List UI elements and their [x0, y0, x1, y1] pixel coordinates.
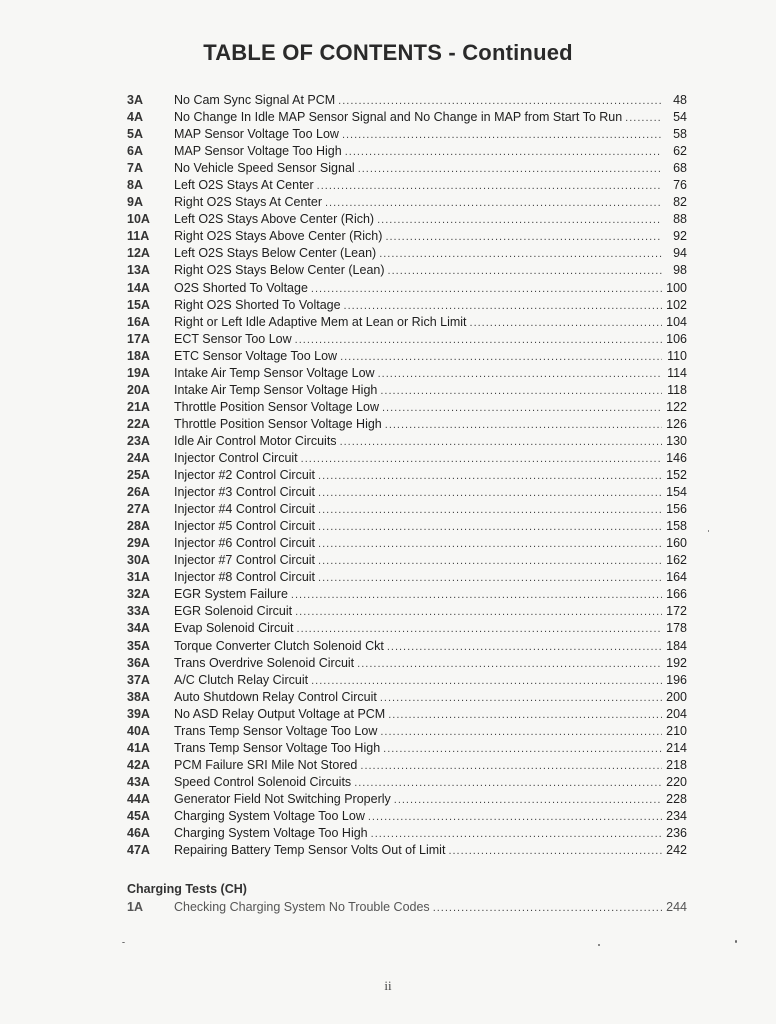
- entry-code: 36A: [127, 655, 150, 670]
- entry-code: 47A: [127, 843, 150, 858]
- dot-leader: [378, 366, 662, 383]
- dot-leader: [297, 621, 662, 638]
- entry-page: 156: [666, 502, 687, 517]
- toc-entry: [127, 774, 687, 791]
- dot-leader: [380, 383, 662, 400]
- dot-leader: [338, 93, 662, 110]
- dot-leader: [360, 758, 662, 775]
- dot-leader: [388, 263, 662, 280]
- entry-page: 94: [673, 246, 687, 261]
- entry-title: No ASD Relay Output Voltage at PCM: [174, 706, 386, 721]
- dot-leader: [318, 536, 662, 553]
- entry-page: 220: [666, 774, 687, 789]
- dot-leader: [358, 161, 662, 178]
- toc-entry: [127, 109, 687, 126]
- entry-page: 82: [673, 195, 687, 210]
- dot-leader: [379, 246, 662, 263]
- dot-leader: [318, 468, 662, 485]
- dot-leader: [625, 110, 662, 127]
- entry-code: 46A: [127, 826, 150, 841]
- entry-code: 44A: [127, 791, 150, 806]
- page-number: ii: [384, 978, 392, 993]
- toc-list: [127, 92, 687, 859]
- charging-tests-list: [127, 899, 687, 916]
- dot-leader: [301, 451, 662, 468]
- entry-code: 39A: [127, 706, 150, 721]
- dot-leader: [387, 639, 662, 656]
- toc-entry: [127, 808, 687, 825]
- toc-entry: [127, 160, 687, 177]
- toc-entry: [127, 689, 687, 706]
- toc-entry: [127, 706, 687, 723]
- entry-title: MAP Sensor Voltage Too Low: [174, 127, 339, 142]
- entry-title: MAP Sensor Voltage Too High: [174, 144, 342, 159]
- entry-code: 12A: [127, 246, 150, 261]
- entry-page: 146: [666, 450, 687, 465]
- entry-code: 9A: [127, 195, 143, 210]
- entry-title: No Change In Idle MAP Sensor Signal and No Change in MAP from Start To Run: [174, 110, 623, 125]
- entry-title: Charging System Voltage Too Low: [174, 808, 365, 823]
- dot-leader: [377, 212, 662, 229]
- dot-leader: [295, 604, 662, 621]
- entry-code: 32A: [127, 587, 150, 602]
- entry-page: 76: [673, 178, 687, 193]
- entry-code: 38A: [127, 689, 150, 704]
- entry-page: 184: [666, 638, 687, 653]
- toc-entry: [127, 757, 687, 774]
- entry-code: 33A: [127, 604, 150, 619]
- toc-entry: [127, 723, 687, 740]
- entry-code: 40A: [127, 723, 150, 738]
- dot-leader: [383, 741, 662, 758]
- entry-code: 21A: [127, 399, 150, 414]
- entry-page: 154: [666, 485, 687, 500]
- toc-entry: [127, 501, 687, 518]
- toc-entry: [127, 314, 687, 331]
- entry-code: 42A: [127, 757, 150, 772]
- entry-title: Injector #2 Control Circuit: [174, 468, 316, 483]
- entry-code: 29A: [127, 536, 150, 551]
- entry-title: O2S Shorted To Voltage: [174, 280, 308, 295]
- dot-leader: [340, 434, 662, 451]
- entry-code: 8A: [127, 178, 143, 193]
- toc-entry: [127, 365, 687, 382]
- dot-leader: [342, 127, 662, 144]
- entry-page: 100: [666, 280, 687, 295]
- dot-leader: [382, 400, 662, 417]
- entry-title: Right O2S Shorted To Voltage: [174, 297, 341, 312]
- toc-entry: [127, 655, 687, 672]
- entry-title: Trans Overdrive Solenoid Circuit: [174, 655, 355, 670]
- toc-entry: [127, 842, 687, 859]
- entry-code: 16A: [127, 314, 150, 329]
- scan-speck: [735, 940, 737, 943]
- entry-page: 200: [666, 689, 687, 704]
- entry-title: Charging System Voltage Too High: [174, 826, 368, 841]
- entry-page: 214: [666, 740, 687, 755]
- dot-leader: [448, 843, 662, 860]
- toc-entry: [127, 518, 687, 535]
- entry-title: Right O2S Stays Above Center (Rich): [174, 229, 383, 244]
- entry-page: 118: [667, 382, 687, 397]
- toc-entry: [127, 638, 687, 655]
- entry-title: Right or Left Idle Adaptive Mem at Lean or Rich Limit: [174, 314, 467, 329]
- scan-speck: [598, 944, 600, 946]
- dot-leader: [340, 349, 662, 366]
- entry-page: 62: [673, 144, 687, 159]
- toc-entry: [127, 620, 687, 637]
- entry-page: 92: [673, 229, 687, 244]
- entry-code: 18A: [127, 348, 150, 363]
- entry-code: 4A: [127, 110, 143, 125]
- entry-title: Injector #5 Control Circuit: [174, 519, 316, 534]
- toc-entry: [127, 194, 687, 211]
- toc-entry: [127, 535, 687, 552]
- entry-page: 54: [673, 110, 687, 125]
- toc-entry: [127, 416, 687, 433]
- entry-code: 45A: [127, 808, 150, 823]
- entry-page: 210: [666, 723, 687, 738]
- entry-code: 1A: [127, 900, 143, 914]
- entry-code: 43A: [127, 774, 150, 789]
- entry-title: Injector #8 Control Circuit: [174, 570, 316, 585]
- entry-title: Torque Converter Clutch Solenoid Ckt: [174, 638, 384, 653]
- dot-leader: [380, 690, 662, 707]
- entry-code: 10A: [127, 212, 150, 227]
- entry-title: Injector #3 Control Circuit: [174, 485, 316, 500]
- entry-title: EGR System Failure: [174, 587, 288, 602]
- toc-entry: [127, 740, 687, 757]
- dot-leader: [325, 195, 662, 212]
- entry-code: 7A: [127, 161, 143, 176]
- entry-page: 102: [666, 297, 687, 312]
- entry-title: Left O2S Stays At Center: [174, 178, 314, 193]
- entry-title: No Cam Sync Signal At PCM: [174, 93, 336, 107]
- entry-title: Repairing Battery Temp Sensor Volts Out of Limit: [174, 843, 446, 858]
- dot-leader: [433, 900, 662, 917]
- entry-title: ETC Sensor Voltage Too Low: [174, 348, 338, 363]
- entry-code: 6A: [127, 144, 143, 159]
- entry-code: 41A: [127, 740, 150, 755]
- entry-page: 164: [666, 570, 687, 585]
- entry-title: Generator Field Not Switching Properly: [174, 791, 391, 806]
- entry-title: ECT Sensor Too Low: [174, 331, 292, 346]
- entry-page: 98: [673, 263, 687, 278]
- entry-title: Throttle Position Sensor Voltage High: [174, 416, 382, 431]
- toc-entry: [127, 177, 687, 194]
- dot-leader: [317, 178, 662, 195]
- entry-page: 178: [666, 621, 687, 636]
- dot-leader: [318, 485, 662, 502]
- entry-title: A/C Clutch Relay Circuit: [174, 672, 309, 687]
- dot-leader: [291, 587, 662, 604]
- entry-page: 106: [666, 331, 687, 346]
- entry-code: 27A: [127, 502, 150, 517]
- dot-leader: [318, 570, 662, 587]
- entry-code: 5A: [127, 127, 143, 142]
- dot-leader: [295, 332, 662, 349]
- toc-entry: [127, 126, 687, 143]
- entry-title: PCM Failure SRI Mile Not Stored: [174, 757, 358, 772]
- entry-title: Throttle Position Sensor Voltage Low: [174, 399, 379, 414]
- entry-code: 22A: [127, 416, 150, 431]
- entry-code: 13A: [127, 263, 150, 278]
- entry-title: Intake Air Temp Sensor Voltage High: [174, 382, 378, 397]
- entry-code: 35A: [127, 638, 150, 653]
- dot-leader: [311, 673, 662, 690]
- entry-code: 20A: [127, 382, 150, 397]
- entry-page: 228: [666, 791, 687, 806]
- entry-page: 68: [673, 161, 687, 176]
- entry-title: Speed Control Solenoid Circuits: [174, 774, 352, 789]
- toc-entry: [127, 399, 687, 416]
- entry-page: 122: [666, 399, 687, 414]
- entry-page: 160: [666, 536, 687, 551]
- dot-leader: [345, 144, 662, 161]
- toc-entry: [127, 143, 687, 160]
- entry-title: Right O2S Stays At Center: [174, 195, 322, 210]
- entry-page: 244: [666, 900, 687, 914]
- entry-page: 242: [666, 843, 687, 858]
- entry-code: 30A: [127, 553, 150, 568]
- entry-page: 88: [673, 212, 687, 227]
- entry-page: 152: [666, 468, 687, 483]
- toc-entry: [127, 297, 687, 314]
- entry-code: 28A: [127, 519, 150, 534]
- entry-page: 158: [666, 519, 687, 534]
- entry-page: 58: [673, 127, 687, 142]
- entry-code: 17A: [127, 331, 150, 346]
- entry-code: 31A: [127, 570, 150, 585]
- entry-title: Evap Solenoid Circuit: [174, 621, 294, 636]
- toc-entry: [127, 603, 687, 620]
- dot-leader: [318, 502, 662, 519]
- dot-leader: [470, 315, 662, 332]
- section-heading-charging-tests: Charging Tests (CH): [127, 882, 247, 896]
- entry-page: 130: [666, 433, 687, 448]
- entry-code: 34A: [127, 621, 150, 636]
- toc-entry: [127, 450, 687, 467]
- dot-leader: [354, 775, 662, 792]
- toc-entry: [127, 899, 687, 916]
- page-title: TABLE OF CONTENTS - Continued: [203, 40, 573, 65]
- entry-code: 24A: [127, 450, 150, 465]
- entry-page: 104: [666, 314, 687, 329]
- toc-entry: [127, 672, 687, 689]
- entry-code: 14A: [127, 280, 150, 295]
- toc-entry: [127, 382, 687, 399]
- dot-leader: [394, 792, 662, 809]
- scan-speck: [708, 530, 709, 532]
- dot-leader: [318, 553, 662, 570]
- entry-page: 172: [666, 604, 687, 619]
- entry-title: Injector #7 Control Circuit: [174, 553, 316, 568]
- entry-code: 23A: [127, 433, 150, 448]
- entry-code: 37A: [127, 672, 150, 687]
- entry-title: Trans Temp Sensor Voltage Too Low: [174, 723, 378, 738]
- dot-leader: [344, 298, 662, 315]
- toc-entry: [127, 552, 687, 569]
- entry-page: 236: [666, 826, 687, 841]
- entry-page: 110: [667, 348, 687, 363]
- entry-title: Injector #6 Control Circuit: [174, 536, 316, 551]
- entry-page: 192: [666, 655, 687, 670]
- entry-page: 196: [666, 672, 687, 687]
- dot-leader: [371, 826, 662, 843]
- toc-entry: [127, 348, 687, 365]
- toc-entry: [127, 228, 687, 245]
- entry-title: Checking Charging System No Trouble Codes: [174, 900, 430, 914]
- toc-entry: [127, 825, 687, 842]
- entry-title: Idle Air Control Motor Circuits: [174, 433, 337, 448]
- toc-entry: [127, 433, 687, 450]
- entry-title: Right O2S Stays Below Center (Lean): [174, 263, 385, 278]
- toc-entry: [127, 92, 687, 109]
- toc-entry: [127, 484, 687, 501]
- dot-leader: [368, 809, 662, 826]
- dot-leader: [385, 229, 662, 246]
- scan-speck: [122, 942, 125, 943]
- dot-leader: [311, 281, 662, 298]
- dot-leader: [388, 707, 662, 724]
- entry-title: Left O2S Stays Above Center (Rich): [174, 212, 375, 227]
- entry-page: 126: [666, 416, 687, 431]
- entry-title: Left O2S Stays Below Center (Lean): [174, 246, 377, 261]
- dot-leader: [380, 724, 662, 741]
- entry-page: 166: [666, 587, 687, 602]
- toc-entry: [127, 569, 687, 586]
- dot-leader: [318, 519, 662, 536]
- entry-page: 234: [666, 808, 687, 823]
- toc-entry: [127, 211, 687, 228]
- entry-title: No Vehicle Speed Sensor Signal: [174, 161, 355, 176]
- toc-entry: [127, 586, 687, 603]
- entry-page: 204: [666, 706, 687, 721]
- toc-entry: [127, 280, 687, 297]
- entry-title: Injector Control Circuit: [174, 450, 298, 465]
- toc-entry: [127, 262, 687, 279]
- toc-entry: [127, 791, 687, 808]
- toc-entry: [127, 245, 687, 262]
- entry-title: Trans Temp Sensor Voltage Too High: [174, 740, 381, 755]
- entry-title: EGR Solenoid Circuit: [174, 604, 293, 619]
- toc-entry: [127, 467, 687, 484]
- dot-leader: [357, 656, 662, 673]
- entry-title: Intake Air Temp Sensor Voltage Low: [174, 365, 375, 380]
- entry-code: 3A: [127, 93, 143, 107]
- dot-leader: [385, 417, 662, 434]
- entry-page: 114: [667, 365, 687, 380]
- entry-code: 15A: [127, 297, 150, 312]
- entry-code: 26A: [127, 485, 150, 500]
- entry-title: Auto Shutdown Relay Control Circuit: [174, 689, 377, 704]
- entry-page: 218: [666, 757, 687, 772]
- entry-page: 162: [666, 553, 687, 568]
- entry-code: 25A: [127, 468, 150, 483]
- entry-code: 11A: [127, 229, 150, 244]
- entry-page: 48: [673, 93, 687, 107]
- entry-title: Injector #4 Control Circuit: [174, 502, 316, 517]
- entry-code: 19A: [127, 365, 150, 380]
- toc-entry: [127, 331, 687, 348]
